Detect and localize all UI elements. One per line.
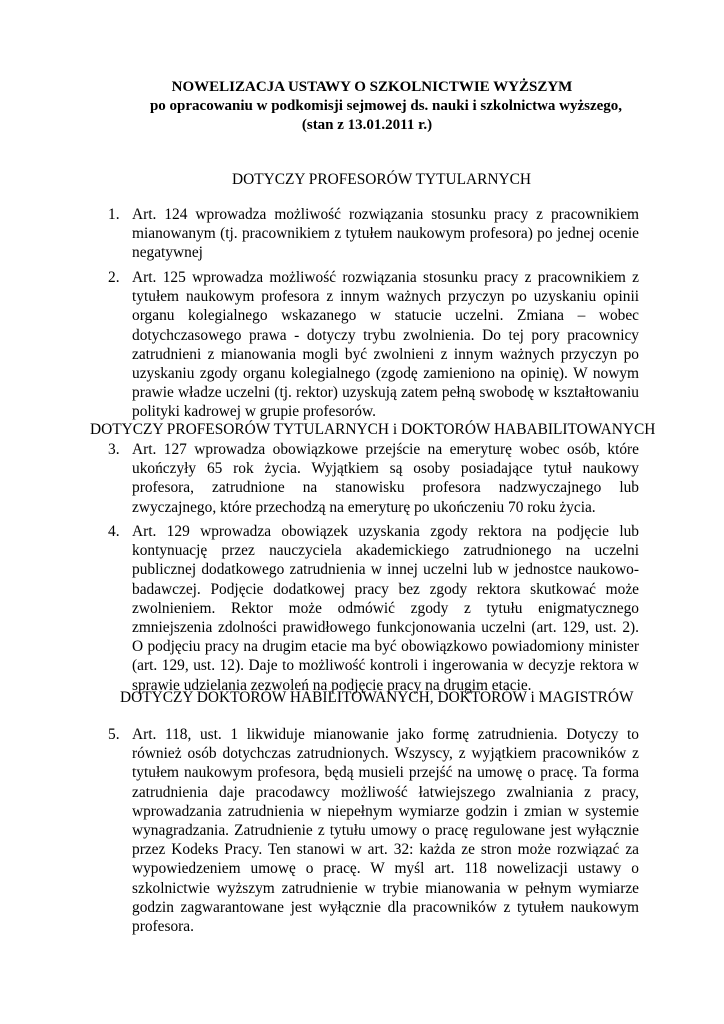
section-heading-habilitowanych-magistrow: DOTYCZY DOKTORÓW HABILITOWANYCH, DOKTORÓW i MAGISTRÓW — [120, 689, 634, 706]
section-heading-profesorow-doktorow: DOTYCZY PROFESORÓW TYTULARNYCH i DOKTORÓW HABABILITOWANYCH — [90, 421, 656, 438]
item-number: 2. — [108, 269, 120, 286]
item-number: 3. — [108, 441, 120, 458]
list-item-4 — [108, 522, 639, 695]
item-text: Art. 129 wprowadza obowiązek uzyskania zgody rektora na podjęcie lub kontynuację przez nauczyciela akademickiego zatrudnionego na uczelni publicznej dodatkowego zatrudnienia w innej uczelni lub w jednostce naukowo-badawczej. Podjęcie dodatkowej pracy bez zgody rektora skutkować może zwolnieniem. Rektor może odmówić zgody z tytułu enigmatycznego zmniejszenia zdolności prawidłowego funkcjonowania uczelni (art. 129, ust. 2). O podjęciu pracy na drugim etacie ma być obowiązkowo powiadomiony minister (art. 129, ust. 12). Daje to możliwość kontroli i ingerowania w decyzje rektora w sprawie udzielania zezwoleń na podjęcie pracy na drugim etacie. — [132, 523, 639, 694]
title-line-1: NOWELIZACJA USTAWY O SZKOLNICTWIE WYŻSZYM — [171, 79, 573, 95]
list-item-5 — [108, 725, 639, 936]
list-item-2 — [108, 268, 639, 422]
title-line-3: (stan z 13.01.2011 r.) — [301, 117, 433, 133]
item-number: 4. — [108, 523, 120, 540]
item-number: 1. — [108, 206, 120, 223]
title-line-2: po opracowaniu w podkomisji sejmowej ds. nauki i szkolnictwa wyższego, — [149, 98, 623, 114]
item-text: Art. 124 wprowadza możliwość rozwiązania stosunku pracy z pracownikiem mianowanym (tj. pracownikiem z tytułem naukowym profesora) po jednej ocenie negatywnej — [132, 206, 639, 262]
item-text: Art. 127 wprowadza obowiązkowe przejście na emeryturę wobec osób, które ukończyły 65 rok życia. Wyjątkiem są osoby posiadające tytuł naukowy profesora, zatrudnione na stanowisku profesora nadzwyczajnego lub zwyczajnego, które przechodzą na emeryturę po ukończeniu 70 roku życia. — [132, 441, 639, 516]
document-title — [0, 78, 724, 135]
list-item-1 — [108, 205, 639, 263]
item-text: Art. 118, ust. 1 likwiduje mianowanie jako formę zatrudnienia. Dotyczy to również osób dotychczas zatrudnionych. Wszyscy, z wyjątkiem pracowników z tytułem naukowym profesora, będą musieli przejść na umowę o pracę. Ta forma zatrudnienia daje pracodawcy możliwość łatwiejszego zwalniania z pracy, wprowadzania zatrudnienia w niepełnym wymiarze godzin i zmian w systemie wynagradzania. Zatrudnienie z tytułu umowy o pracę regulowane jest wyłącznie przez Kodeks Pracy. Ten stanowi w art. 32: każda ze stron może rozwiązać za wypowiedzeniem umowę o pracę. W myśl art. 118 nowelizacji ustawy o szkolnictwie wyższym zatrudnienie w trybie mianowania w pełnym wymiarze godzin zagwarantowane jest wyłącznie dla pracowników z tytułem naukowym profesora. — [132, 726, 639, 936]
item-number: 5. — [108, 726, 120, 743]
item-text: Art. 125 wprowadza możliwość rozwiązania stosunku pracy z pracownikiem z tytułem naukowym profesora z innym ważnych przyczyn po uzyskaniu opinii organu kolegialnego wskazanego w statucie uczelni. Zmiana – wobec dotychczasowego prawa - dotyczy trybu zwolnienia. Do tej pory pracownicy zatrudnieni z mianowania mogli być zwolnieni z innym ważnych przyczyn po uzyskaniu zgody organu kolegialnego (zgodę zamieniono na opinię). W nowym prawie władze uczelni (tj. rektor) uzyskują zatem pełną swobodę w kształtowaniu polityki kadrowej w grupie profesorów. — [132, 269, 639, 421]
list-item-3 — [108, 440, 639, 517]
section-heading-profesorow: DOTYCZY PROFESORÓW TYTULARNYCH — [232, 171, 531, 188]
